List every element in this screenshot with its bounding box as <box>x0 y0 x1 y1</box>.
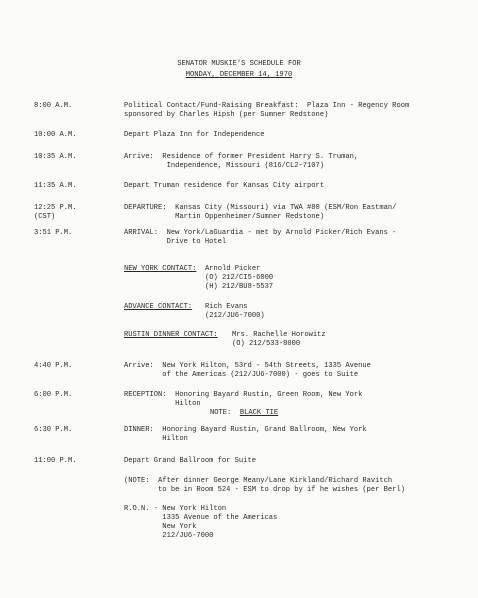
advance-contact-label: ADVANCE CONTACT: <box>124 303 193 311</box>
entry-text: DEPARTURE: Kansas City (Missouri) via TWA #80 (ESM/Ron Eastman/ Martin Oppenheimer/Sumner Redstone) <box>124 204 397 221</box>
entry-time: 11:35 A.M. <box>34 182 77 190</box>
ron-block: R.O.N. - New York Hilton 1335 Avenue of the Americas New York 212/JU6-7000 <box>124 505 278 540</box>
entry-text: Arrive: New York Hilton, 53rd - 54th Streets, 1335 Avenue of the Americas (212/JU6-7000) - goes to Suite <box>124 362 371 379</box>
schedule-date <box>0 71 478 80</box>
schedule-title: SENATOR MUSKIE'S SCHEDULE FOR <box>177 60 301 68</box>
black-tie-note: NOTE: BLACK TIE <box>210 409 279 417</box>
entry-text: Arrive: Residence of former President Harry S. Truman, Independence, Missouri (816/CL2-7107) <box>124 153 359 170</box>
entry-time: 6:00 P.M. <box>34 391 73 399</box>
entry-time: 10:35 A.M. <box>34 153 77 161</box>
ny-contact-details: Arnold Picker (O) 212/CI5-6000 (H) 212/BU8-5537 <box>205 265 274 291</box>
entry-time: 12:25 P.M. (CST) <box>34 204 77 221</box>
entry-text: Depart Truman residence for Kansas City airport <box>124 182 325 190</box>
entry-time: 11:00 P.M. <box>34 457 77 465</box>
entry-time: 4:40 P.M. <box>34 362 73 370</box>
entry-text: Political Contact/Fund-Raising Breakfast: Plaza Inn - Regency Room sponsored by Charles Hipsh (per Sumner Redstone) <box>124 102 410 119</box>
entry-time: 6:30 P.M. <box>34 426 73 434</box>
entry-time: 8:00 A.M. <box>34 102 73 110</box>
entry-text: DINNER: Honoring Bayard Rustin, Grand Ballroom, New York Hilton <box>124 426 367 443</box>
entry-text: Depart Plaza Inn for Independence <box>124 131 265 139</box>
entry-time: 10:00 A.M. <box>34 131 77 139</box>
entry-time: 3:51 P.M. <box>34 229 73 237</box>
rustin-contact-details: Mrs. Rachelle Horowitz (O) 212/533-8000 <box>232 331 326 348</box>
entry-text: Depart Grand Ballroom for Suite <box>124 457 256 465</box>
rustin-contact-label: RUSTIN DINNER CONTACT: <box>124 331 218 339</box>
advance-contact-details: Rich Evans (212/JU6-7000) <box>205 303 265 320</box>
after-dinner-note: (NOTE: After dinner George Meany/Lane Kirkland/Richard Ravitch to be in Room 524 - ESM to drop by if he wishes (per Berl) <box>124 477 405 494</box>
entry-text: RECEPTION: Honoring Bayard Rustin, Green Room, New York Hilton <box>124 391 363 408</box>
schedule-date-text: MONDAY, DECEMBER 14, 1970 <box>185 71 293 79</box>
ny-contact-label: NEW YORK CONTACT: <box>124 265 197 273</box>
entry-text: ARRIVAL: New York/LaGuardia - met by Arnold Picker/Rich Evans - Drive to Hotel <box>124 229 397 246</box>
